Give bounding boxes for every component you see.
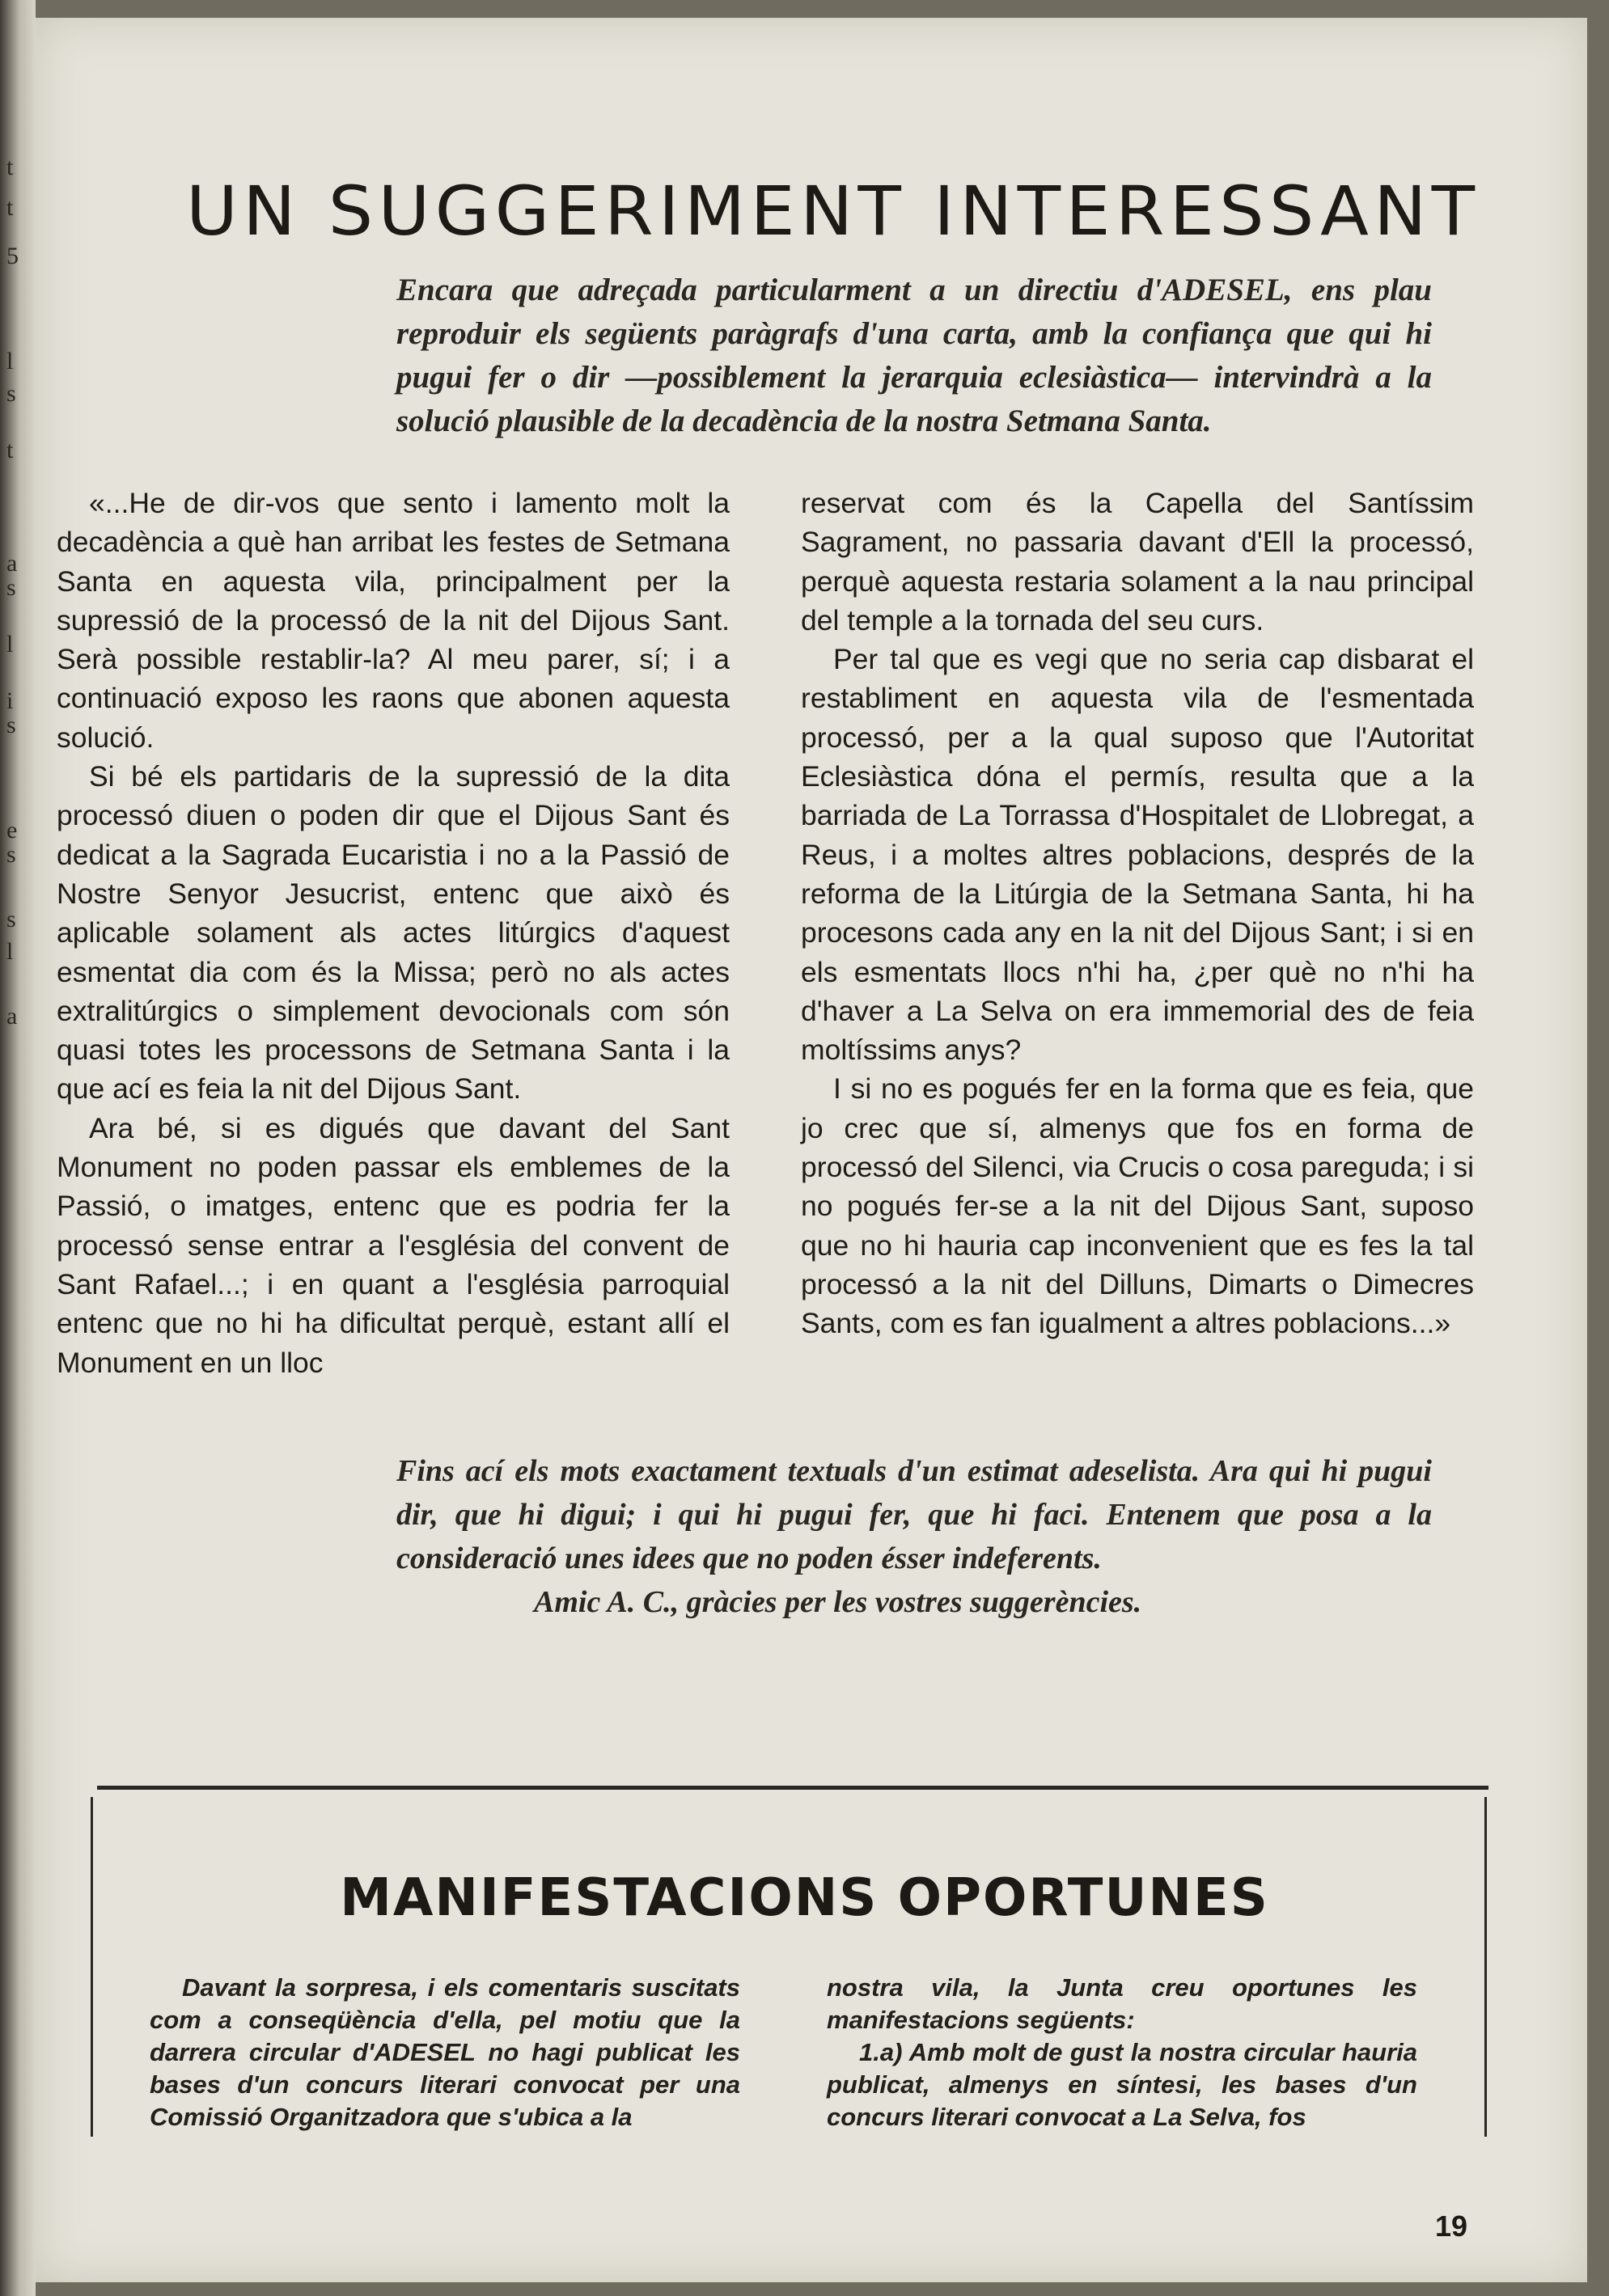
article-paragraph: Per tal que es vegi que no seria cap disbarat el restabliment en aquesta vila de l'esmentada processó, per a la qual suposo que l'Autoritat Eclesiàstica dóna el permís, resulta que a la barriada de La Torrassa d'Hospitalet de Llobregat, a Reus, i a moltes altres poblacions, després de la reforma de la Litúrgia de la Setmana Santa, hi ha procesons cada any en la nit del Dijous Sant; i si en els esmentats llocs n'hi ha, ¿per què no n'hi ha d'haver a La Selva on era immemorial des de feia moltíssims anys?: [801, 643, 1474, 1067]
article-paragraph: Si bé els partidaris de la supressió de la dita processó diuen o poden dir que el Dijous Sant és dedicat a la Sagrada Eucaristia i no a la Passió de Nostre Senyor Jesucrist, entenc que això és aplicable solament als actes litúrgics d'aquest esmentat dia com és la Missa; però no als actes extralitúrgics o simplement devocionals com són quasi totes les processons de Setmana Santa i la que ací es feia la nit del Dijous Sant.: [57, 760, 730, 1106]
article-outro: [396, 1449, 1432, 1624]
article-column-right: [801, 484, 1474, 1343]
section-divider: [97, 1786, 1488, 1790]
outro-text: Fins ací els mots exactament textuals d'un estimat adeselista. Ara qui hi pugui dir, que hi digui; i qui hi pugui fer, que hi faci. Entenem que posa a la consideració unes idees que no poden ésser indeferents.: [396, 1454, 1432, 1575]
article-paragraph: Ara bé, si es digués que davant del Sant Monument no poden passar els emblemes de la Passió, o imatges, entenc que es podria fer la processó sense entrar a l'església del convent de Sant Rafael...; i en quant a l'església parroquial entenc que no hi ha dificultat perquè, estant allí el Monument en un lloc: [57, 1111, 730, 1379]
page-number: 19: [1435, 2209, 1468, 2243]
article-title: UN SUGGERIMENT INTERESSANT: [186, 171, 1480, 251]
article-paragraph: reservat com és la Capella del Santíssim Sagrament, no passaria davant d'Ell la processó, perquè aquesta restaria solament a la nau principal del temple a la tornada del seu curs.: [801, 487, 1474, 636]
boxed-article-title: MANIFESTACIONS OPORTUNES: [340, 1868, 1269, 1928]
boxed-paragraph: Davant la sorpresa, i els comentaris suscitats com a conseqüència d'ella, pel motiu que la darrera circular d'ADESEL no hagi publicat les bases d'un concurs literari convocat per una Comissió Organitzadora que s'ubica a la: [150, 1973, 740, 2131]
article-intro: Encara que adreçada particularment a un directiu d'ADESEL, ens plau reproduir els següents paràgrafs d'una carta, amb la confiança que qui hi pugui fer o dir —possiblement la jerarquia eclesiàstica— intervindrà a la solució plausible de la decadència de la nostra Setmana Santa.: [396, 273, 1432, 438]
boxed-column-left: [150, 1972, 740, 2133]
boxed-column-right: [827, 1972, 1417, 2133]
article-paragraph: I si no es pogués fer en la forma que es feia, que jo crec que sí, almenys que fos en forma de processó del Silenci, via Crucis o cosa pareguda; i si no pogués fer-se a la nit del Dijous Sant, suposo que no hi hauria cap inconvenient que es fes la tal processó a la nit del Dilluns, Dimarts o Dimecres Sants, com es fan igualment a altres poblacions...»: [801, 1072, 1474, 1340]
boxed-paragraph: 1.a) Amb molt de gust la nostra circular hauria publicat, almenys en síntesi, les bases d'un concurs literari convocat a La Selva, fos: [827, 2038, 1417, 2131]
book-spine: t t 5 l s t a s l i s e s s l a: [0, 0, 36, 2296]
boxed-paragraph: nostra vila, la Junta creu oportunes les manifestacions següents:: [827, 1973, 1417, 2034]
article-signature: Amic A. C., gràcies per les vostres suggerències.: [534, 1585, 1142, 1619]
article-paragraph: «...He de dir-vos que sento i lamento molt la decadència a què han arribat les festes de Setmana Santa en aquesta vila, principalment per la supressió de la processó de la nit del Dijous Sant. Serà possible restablir-la? Al meu parer, sí; i a continuació exposo les raons que abonen aquesta solució.: [57, 487, 730, 754]
article-column-left: [57, 484, 730, 1382]
